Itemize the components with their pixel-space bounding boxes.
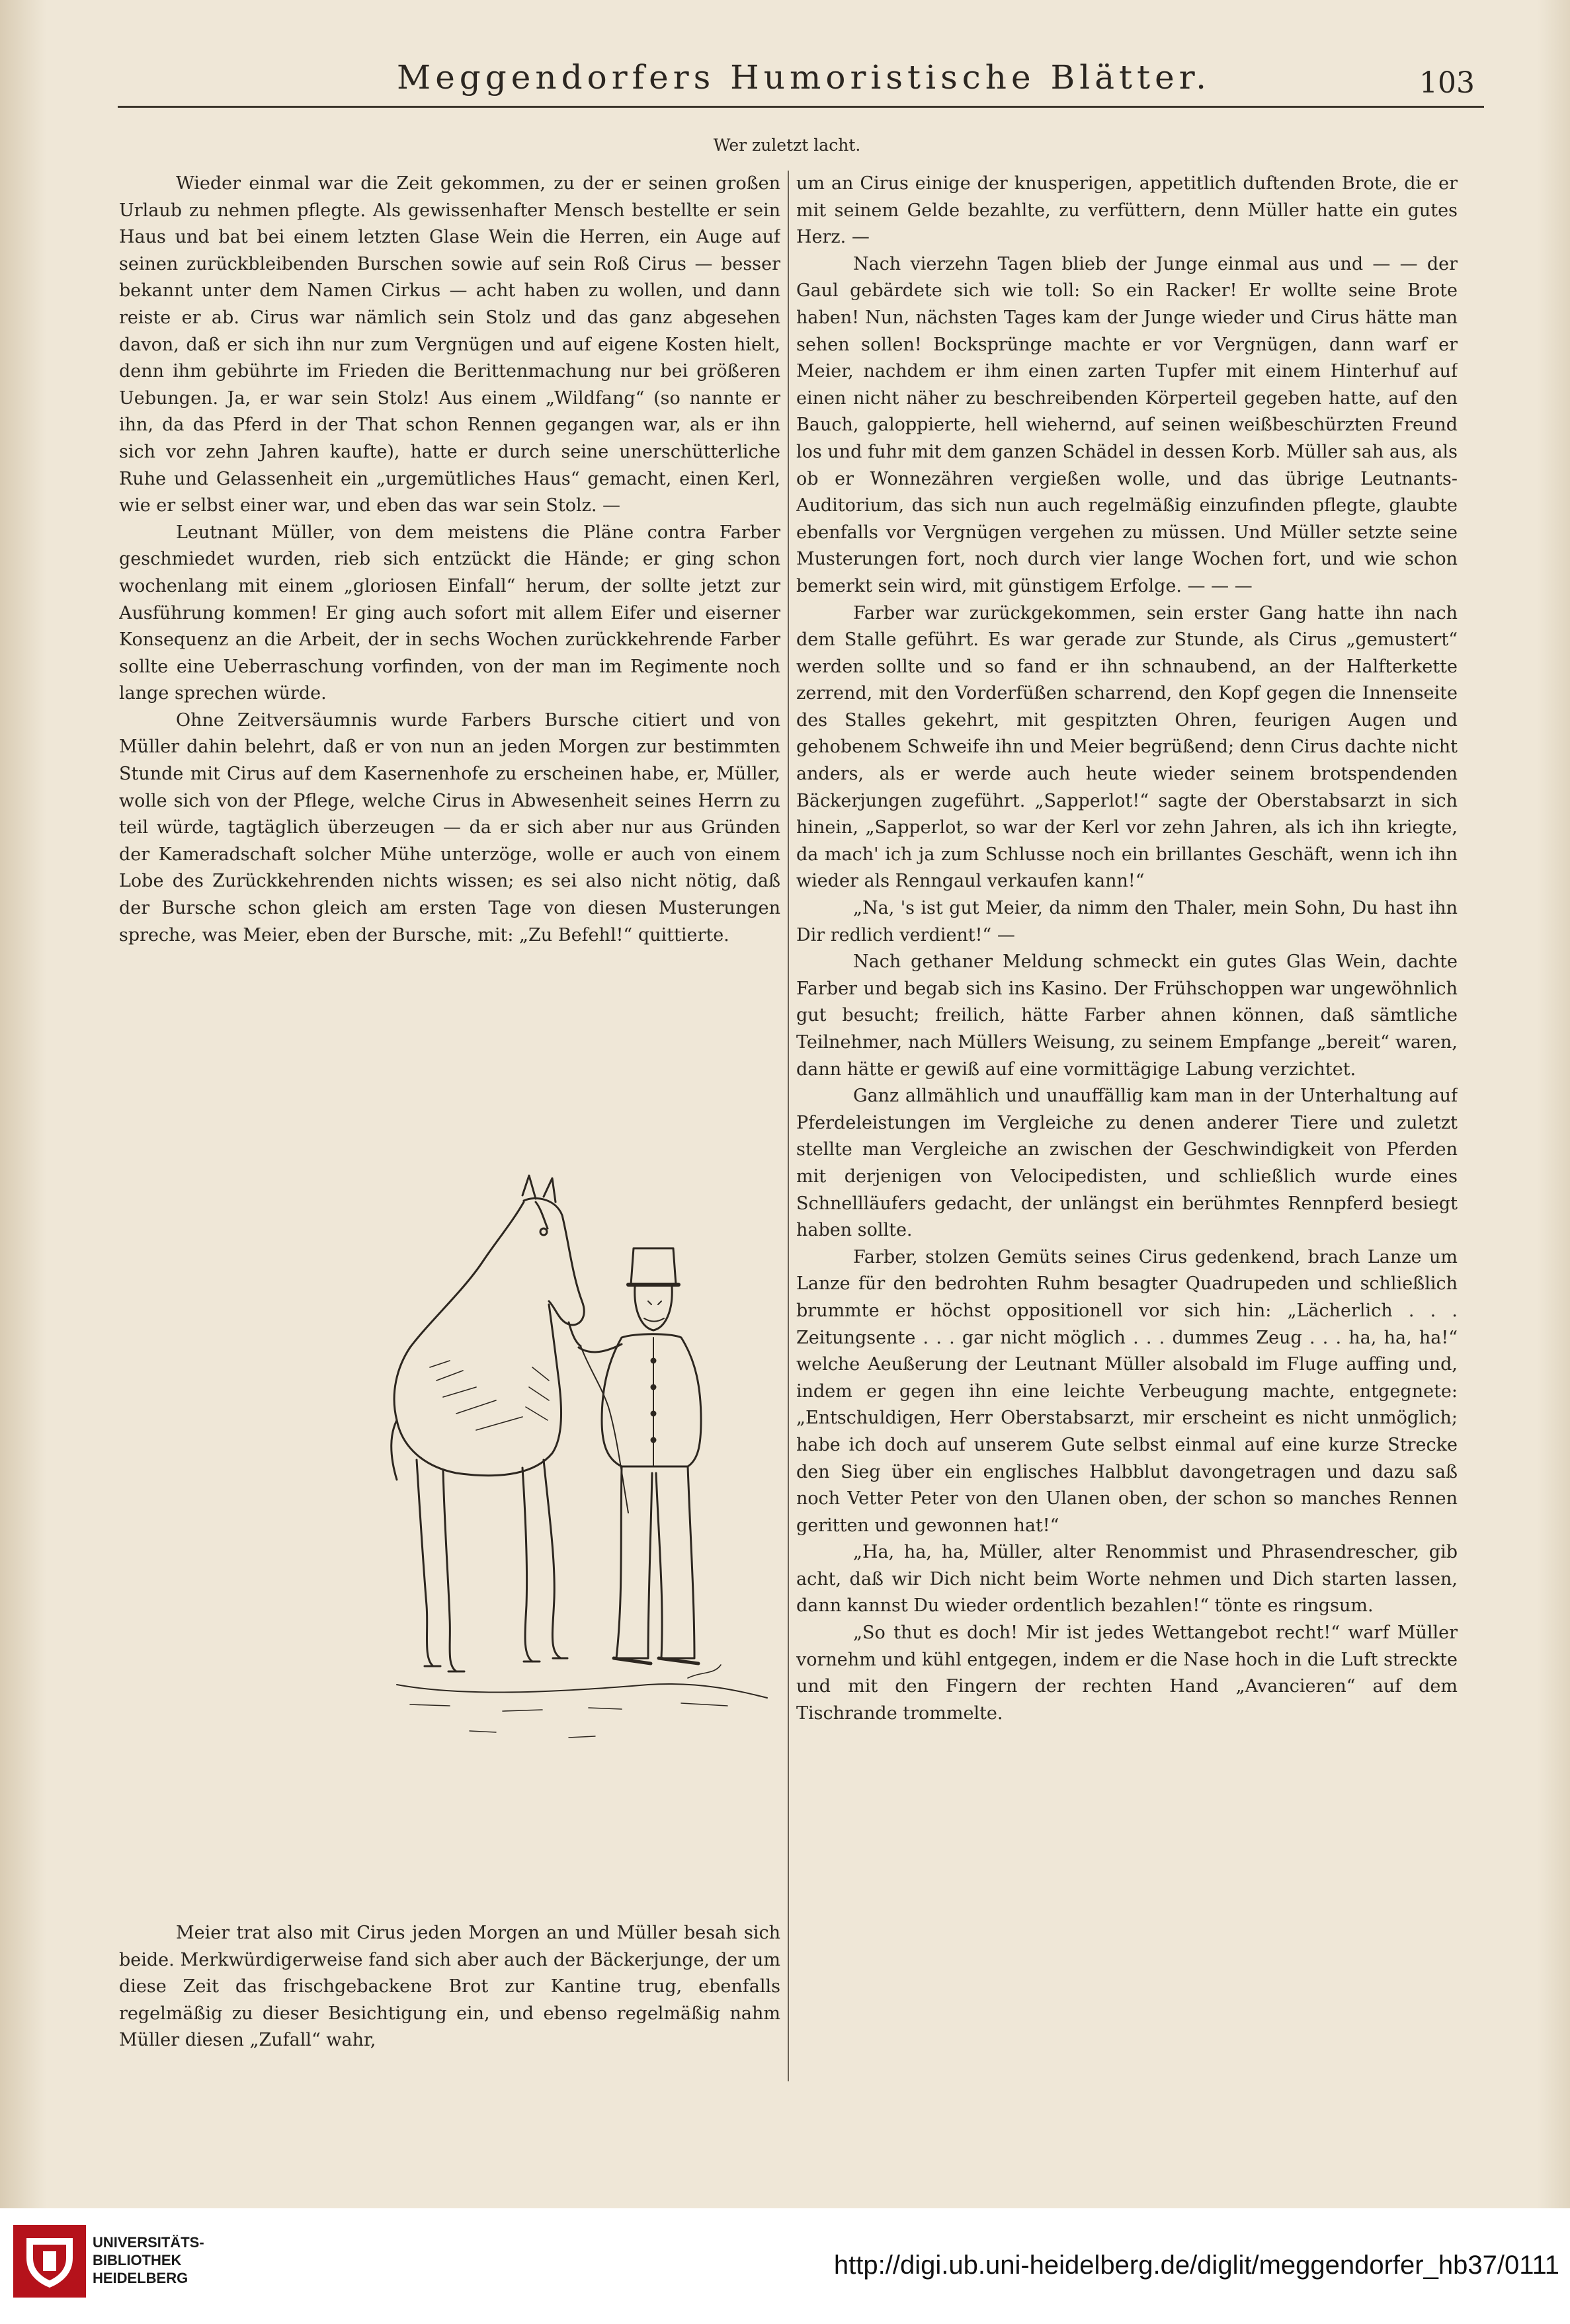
paragraph: „Ha, ha, ha, Müller, alter Renommist und Phrasendrescher, gib acht, daß wir Dich nicht beim Worte nehmen und Dich starten lassen, dann kannst Du wieder ordentlich bezahlen!“ tönte es ringsum. — [796, 1542, 1458, 1617]
paragraph: Meier trat also mit Cirus jeden Morgen an und Müller besah sich beide. Merkwürdigerweise fand sich aber auch der Bäckerjunge, der um diese Zeit das frischgebackene Brot zur Kantine trug, ebenfalls regelmäßig zu dieser Besichtigung ein, und ebenso regelmäßig nahm Müller diesen „Zufall“ wahr, — [119, 1923, 780, 2051]
paragraph: um an Cirus einige der knusperigen, appetitlich duftenden Brote, die er mit seinem Gelde bezahlte, zu verfüttern, denn Müller hatte ein gutes Herz. — — [796, 173, 1458, 248]
paragraph: Nach vierzehn Tagen blieb der Junge einmal aus und — — der Gaul gebärdete sich wie toll: So ein Racker! Er wollte seine Brote haben! Nun, nächsten Tages kam der Junge wieder und Cirus hätte man sehen sollen! Bocksprünge machte er vor Vergnügen, dann warf er Meier, nachdem er ihm einen zarten Tupfer mit einem Hinterhuf auf einen nicht näher zu beschreibenden Körperteil gegeben hatte, auf den Bauch, galoppierte, hell wiehernd, auf seinen weißbeschürzten Freund los und fuhr mit dem ganzen Schädel in dessen Korb. Müller sah aus, als ob er Wonnezähren vergießen wolle, und das übrige Leutnants-Auditorium, das sich nun auch regelmäßig einzufinden pflegte, glaubte ebenfalls vor Vergnügen vergehen zu müssen. Und Müller setzte seine Musterungen fort, noch durch vier lange Wochen fort, und wie schon bemerkt sein wird, mit günstigem Erfolge. — — — — [796, 253, 1458, 596]
paragraph: „So thut es doch! Mir ist jedes Wettangebot recht!“ warf Müller vornehm und kühl entgegen, indem er die Nase hoch in die Luft streckte und mit den Fingern der rechten Hand „Avancieren“ auf dem Tischrande trommelte. — [796, 1623, 1458, 1724]
left-column-continued — [119, 1920, 780, 2085]
source-url[interactable]: http://digi.ub.uni-heidelberg.de/diglit/meggendorfer_hb37/0111 — [833, 2251, 1559, 2280]
footer — [0, 2208, 1570, 2324]
paragraph: Nach gethaner Meldung schmeckt ein gutes Glas Wein, dachte Farber und begab sich ins Kasino. Der Frühschoppen war ungewöhnlich gut besucht; freilich, hätte Farber ahnen können, daß sämtliche Teilnehmer, nach Müllers Weisung, zu seinem Empfange „bereit“ waren, dann hätte er gewiß auf eine vormittägige Labung verzichtet. — [796, 951, 1458, 1080]
library-name-line: UNIVERSITÄTS- — [93, 2234, 204, 2251]
illustration — [370, 1169, 794, 1908]
paragraph: „Na, 's ist gut Meier, da nimm den Thaler, mein Sohn, Du hast ihn Dir redlich verdient!“ — — [796, 898, 1458, 945]
library-logo-icon — [13, 2225, 86, 2298]
page-number: 103 — [1419, 66, 1475, 100]
paragraph: Farber, stolzen Gemüts seines Cirus gedenkend, brach Lanze um Lanze für den bedrohten Ruhm besagter Quadrupeden und schließlich brummte er höchst oppositionell vor sich hin: „Lächerlich . . . Zeitungsente . . . gar nicht möglich . . . dummes Zeug . . . ha, ha, ha!“ welche Aeußerung der Leutnant Müller alsobald im Fluge auffing und, indem er gegen ihn eine leichte Verbeugung machte, entgegnete: „Entschuldigen, Herr Oberstabsarzt, mir erscheint es nicht unmöglich; habe ich doch auf unserem Gute selbst einmal auf eine kurze Strecke den Sieg über ein englisches Halbblut davongetragen und dazu saß noch Vetter Peter von den Ulanen oben, der schon so manches Rennen geritten und gewonnen hat!“ — [796, 1246, 1458, 1536]
paragraph: Wieder einmal war die Zeit gekommen, zu der er seinen großen Urlaub zu nehmen pflegte. Als gewissenhafter Mensch bestellte er sein Haus und bat bei einem letzten Glase Wein die Herren, ein Auge auf seinen zurückbleibenden Burschen sowie auf sein Roß Cirus — besser bekannt unter dem Namen Cirkus — acht haben zu wollen, und dann reiste er ab. Cirus war nämlich sein Stolz und das ganz abgesehen davon, daß er sich ihn nur zum Vergnügen und auf eigene Kosten hielt, denn ihm gebührte im Frieden die Berittenmachung nur bei größeren Uebungen. Ja, er war sein Stolz! Aus einem „Wildfang“ (so nannte er ihn, da das Pferd in der That schon Rennen gegangen war, als er ihn sich vor zehn Jahren kaufte), hatte er durch seine unerschütterliche Ruhe und Gelassenheit ein „urgemütliches Haus“ gemacht, einen Kerl, wie er selbst einer war, und eben das war sein Stolz. — — [119, 173, 780, 516]
horse-and-soldier-drawing — [370, 1169, 794, 1908]
paragraph: Leutnant Müller, von dem meistens die Pläne contra Farber geschmiedet wurden, rieb sich entzückt die Hände; er ging schon wochenlang mit einem „gloriosen Einfall“ herum, der sollte jetzt zur Ausführung kommen! Er ging auch sofort mit allem Eifer und eiserner Konsequenz an die Arbeit, der in sechs Wochen zurückkehrende Farber sollte eine Ueberraschung vorfinden, von der man im Regimente noch lange sprechen würde. — [119, 522, 780, 704]
article-title: Wer zuletzt lacht. — [713, 136, 861, 155]
paragraph: Ohne Zeitversäumnis wurde Farbers Bursche citiert und von Müller dahin belehrt, daß er von nun an jeden Morgen zur bestimmten Stunde mit Cirus auf dem Kasernenhofe zu erscheinen habe, er, Müller, wolle sich von der Pflege, welche Cirus in Abwesenheit seines Herrn zu teil würde, tagtäglich überzeugen — da er sich aber nur aus Gründen der Kameradschaft solcher Mühe unterzöge, wolle er auch von einem Lobe des Zurückkehrenden nichts wissen; es sei also nicht nötig, daß der Bursche schon gleich am ersten Tage von diesen Musterungen spreche, was Meier, eben der Bursche, mit: „Zu Befehl!“ quittierte. — [119, 709, 780, 945]
library-name — [93, 2233, 204, 2287]
paragraph: Farber war zurückgekommen, sein erster Gang hatte ihn nach dem Stalle geführt. Es war gerade zur Stunde, als Cirus „gemustert“ werden sollte und so fand er ihn schnaubend, an der Halfterkette zerrend, mit den Vorderfüßen scharrend, den Kopf gegen die Innenseite des Stalles gekehrt, mit gespitzten Ohren, feurigen Augen und gehobenem Schweife ihn und Meier begrüßend; denn Cirus dachte nicht anders, als er werde auch heute wieder seinem brotspendenden Bäckerjungen zugeführt. „Sapperlot!“ sagte der Oberstabsarzt in sich hinein, „Sapperlot, so war der Kerl vor zehn Jahren, als ich ihn kriegte, da mach' ich ja zum Schlusse noch ein brillantes Geschäft, wenn ich ihn wieder als Renngaul verkaufen kann!“ — [796, 602, 1458, 892]
library-name-line: BIBLIOTHEK — [93, 2252, 182, 2268]
library-name-line: HEIDELBERG — [93, 2270, 188, 2286]
running-title: Meggendorfers Humoristische Blätter. — [397, 58, 1212, 97]
header-rule — [118, 106, 1484, 108]
left-column — [119, 171, 780, 1123]
paragraph: Ganz allmählich und unauffällig kam man in der Unterhaltung auf Pferdeleistungen im Vergleiche zu denen anderer Tiere und zuletzt stellte man Vergleiche an zwischen der Geschwindigkeit von Pferden mit derjenigen von Velocipedisten, und schließlich wurde eines Schnellläufers gedacht, der unlängst ein berühmtes Rennpferd besiegt haben sollte. — [796, 1086, 1458, 1241]
right-column — [796, 171, 1458, 2088]
column-divider — [788, 171, 789, 2081]
